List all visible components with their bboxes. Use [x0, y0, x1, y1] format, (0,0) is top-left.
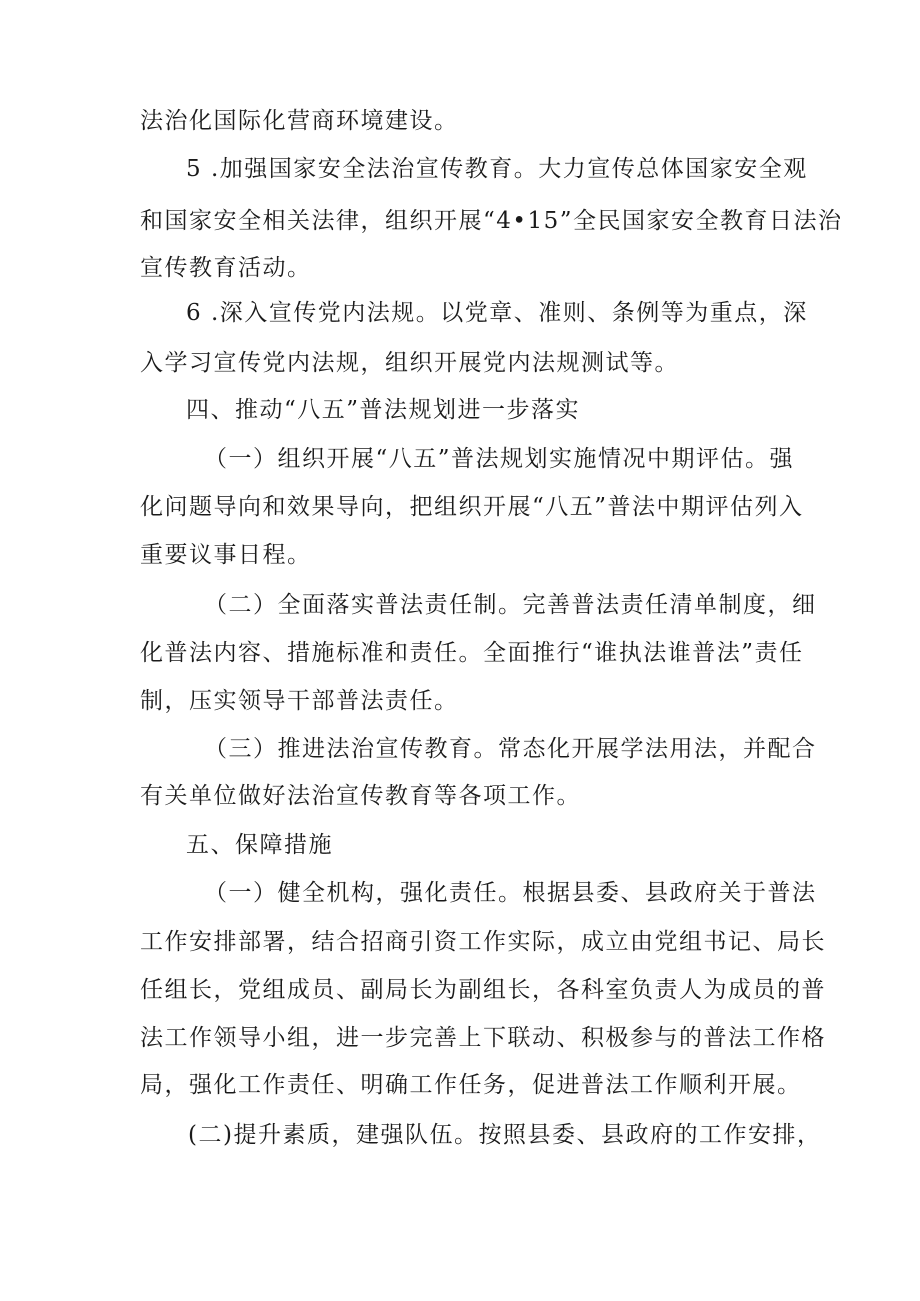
- text-line: 宣传教育活动。: [140, 255, 312, 281]
- text-line: 重要议事日程。: [140, 542, 312, 568]
- text-line: 6 .深入宣传党内法规。以党章、准则、条例等为重点，深: [186, 300, 808, 326]
- text-line: （二）全面落实普法责任制。完善普法责任清单制度，细: [204, 592, 817, 618]
- text-line: 入学习宣传党内法规，组织开展党内法规测试等。: [140, 350, 679, 376]
- section-heading: 四、推动“八五”普法规划进一步落实: [186, 397, 581, 423]
- text-line: 化问题导向和效果导向，把组织开展“八五”普法中期评估列入: [140, 494, 804, 520]
- text-line: 局，强化工作责任、明确工作任务，促进普法工作顺利开展。: [140, 1072, 802, 1098]
- text-line: 法工作领导小组，进一步完善上下联动、积极参与的普法工作格: [140, 1025, 826, 1051]
- text-line: （三）推进法治宣传教育。常态化开展学法用法，并配合: [204, 736, 817, 762]
- section-heading: 五、保障措施: [186, 832, 333, 858]
- text-line: 工作安排部署，结合招商引资工作实际，成立由党组书记、局长: [140, 929, 826, 955]
- text-line: 法治化国际化营商环境建设。: [140, 108, 459, 134]
- text-line: 和国家安全相关法律，组织开展“4•15”全民国家安全教育日法治: [140, 208, 843, 234]
- text-line: (二)提升素质，建强队伍。按照县委、县政府的工作安排，: [188, 1122, 822, 1148]
- text-line: 化普法内容、措施标准和责任。全面推行“谁执法谁普法”责任: [140, 640, 804, 666]
- text-line: （一）组织开展“八五”普法规划实施情况中期评估。强: [204, 446, 795, 472]
- text-line: 任组长，党组成员、副局长为副组长，各科室负责人为成员的普: [140, 977, 826, 1003]
- text-line: （一）健全机构，强化责任。根据县委、县政府关于普法: [204, 880, 817, 906]
- text-line: 有关单位做好法治宣传教育等各项工作。: [140, 783, 581, 809]
- text-line: 5 .加强国家安全法治宣传教育。大力宣传总体国家安全观: [186, 156, 808, 182]
- text-line: 制，压实领导干部普法责任。: [140, 688, 459, 714]
